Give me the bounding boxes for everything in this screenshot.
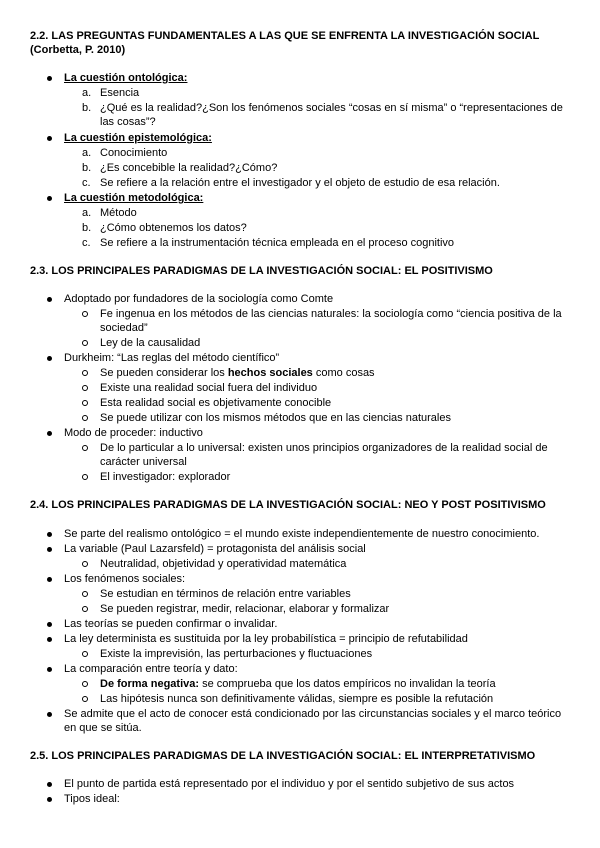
epistemologica-heading: La cuestión epistemológica: [64, 132, 212, 144]
sub-bullet [82, 415, 88, 421]
list-item: Ley de la causalidad [100, 337, 201, 349]
list-item: Tipos ideal: [64, 793, 120, 805]
list-letter: c. [82, 237, 91, 249]
bullet [47, 297, 52, 302]
list-letter: a. [82, 87, 92, 99]
list-item: Se admite que el acto de conocer está condicionado por las circunstancias sociales y el marco teórico [64, 708, 562, 720]
list-item: El investigador: explorador [100, 471, 231, 483]
sub-bullet [82, 445, 88, 451]
bullet [47, 196, 52, 201]
list-item: Esencia [100, 87, 140, 99]
bullet [47, 136, 52, 141]
bullet [47, 577, 52, 582]
text-run: se comprueba que los datos empíricos no invalidan la teoría [199, 678, 496, 690]
bullet [47, 431, 52, 436]
bullet [47, 797, 52, 802]
list-item: El punto de partida está representado por el individuo y por el sentido subjetivo de sus actos [64, 778, 515, 790]
list-item: Neutralidad, objetividad y operatividad matemática [100, 558, 347, 570]
section-2-3-title: 2.3. LOS PRINCIPALES PARADIGMAS DE LA INVESTIGACIÓN SOCIAL: EL POSITIVISMO [30, 265, 493, 277]
sub-bullet [82, 696, 88, 702]
list-item: Las teorías se pueden confirmar o invalidar. [64, 618, 278, 630]
sub-bullet [82, 474, 88, 480]
metodologica-heading: La cuestión metodológica: [64, 192, 204, 204]
ontologica-heading: La cuestión ontológica: [64, 72, 188, 84]
list-item-continued: carácter universal [100, 456, 187, 468]
list-item: Se parte del realismo ontológico = el mundo existe independientemente de nuestro conocimiento. [64, 528, 540, 540]
text-run: Se pueden considerar los [100, 367, 228, 379]
section-2-5-title: 2.5. LOS PRINCIPALES PARADIGMAS DE LA INVESTIGACIÓN SOCIAL: EL INTERPRETATIVISMO [30, 750, 536, 762]
list-item-continued: las cosas”? [100, 116, 156, 128]
list-item: Método [100, 207, 137, 219]
sub-bullet [82, 385, 88, 391]
list-item: Existe una realidad social fuera del individuo [100, 382, 318, 394]
list-letter: b. [82, 102, 92, 114]
sub-bullet [82, 370, 88, 376]
list-item: Los fenómenos sociales: [64, 573, 186, 585]
list-item: La comparación entre teoría y dato: [64, 663, 238, 675]
sub-bullet [82, 340, 88, 346]
list-item: Se estudian en términos de relación entre variables [100, 588, 351, 600]
list-item: Se pueden registrar, medir, relacionar, elaborar y formalizar [100, 603, 390, 615]
bullet [47, 782, 52, 787]
list-item: Se puede utilizar con los mismos métodos que en las ciencias naturales [100, 412, 451, 424]
sub-bullet [82, 400, 88, 406]
list-item: Adoptado por fundadores de la sociología como Comte [64, 293, 334, 305]
list-item: Se refiere a la relación entre el investigador y el objeto de estudio de esa relación. [100, 177, 500, 189]
sub-bullet [82, 651, 88, 657]
list-item: Fe ingenua en los métodos de las ciencias naturales: la sociología como “ciencia positiva de la [100, 308, 562, 320]
section-2-2-author: (Corbetta, P. 2010) [30, 44, 126, 56]
list-item: Existe la imprevisión, las perturbaciones y fluctuaciones [100, 648, 373, 660]
text-run: como cosas [312, 367, 375, 379]
list-item: Esta realidad social es objetivamente conocible [100, 397, 332, 409]
bullet [47, 667, 52, 672]
sub-bullet [82, 591, 88, 597]
list-item: De lo particular a lo universal: existen unos principios organizadores de la realidad social de [100, 442, 548, 454]
list-item: Conocimiento [100, 147, 168, 159]
list-item-continued: sociedad” [100, 322, 148, 334]
section-2-2-title: 2.2. LAS PREGUNTAS FUNDAMENTALES A LAS QUE SE ENFRENTA LA INVESTIGACIÓN SOCIAL [30, 30, 540, 42]
list-item: ¿Cómo obtenemos los datos? [100, 222, 247, 234]
list-item: ¿Es concebible la realidad?¿Cómo? [100, 162, 278, 174]
bullet [47, 532, 52, 537]
bullet [47, 76, 52, 81]
bullet [47, 637, 52, 642]
sub-bullet [82, 681, 88, 687]
list-item [100, 677, 496, 692]
bullet [47, 356, 52, 361]
list-item-continued: en que se sitúa. [64, 722, 142, 734]
bullet [47, 712, 52, 717]
section-2-4-title: 2.4. LOS PRINCIPALES PARADIGMAS DE LA INVESTIGACIÓN SOCIAL: NEO Y POST POSITIVISMO [30, 499, 546, 511]
sub-bullet [82, 606, 88, 612]
list-letter: a. [82, 147, 92, 159]
list-item: Durkheim: “Las reglas del método científico” [64, 352, 280, 364]
bold-text: hechos sociales [227, 367, 313, 379]
list-letter: a. [82, 207, 92, 219]
list-item: La variable (Paul Lazarsfeld) = protagonista del análisis social [64, 543, 366, 555]
bullet [47, 622, 52, 627]
sub-bullet [82, 561, 88, 567]
bold-text: De forma negativa: [100, 678, 200, 690]
list-letter: b. [82, 222, 92, 234]
list-item: La ley determinista es sustituida por la ley probabilística = principio de refutabilidad [64, 633, 468, 645]
list-item: ¿Qué es la realidad?¿Son los fenómenos sociales “cosas en sí misma” o “representaciones de [100, 102, 563, 114]
list-item [100, 366, 375, 381]
list-item: Modo de proceder: inductivo [64, 427, 203, 439]
list-letter: c. [82, 177, 91, 189]
list-item: Las hipótesis nunca son definitivamente válidas, siempre es posible la refutación [100, 693, 494, 705]
list-item: Se refiere a la instrumentación técnica empleada en el proceso cognitivo [100, 237, 455, 249]
list-letter: b. [82, 162, 92, 174]
sub-bullet [82, 311, 88, 317]
bullet [47, 547, 52, 552]
